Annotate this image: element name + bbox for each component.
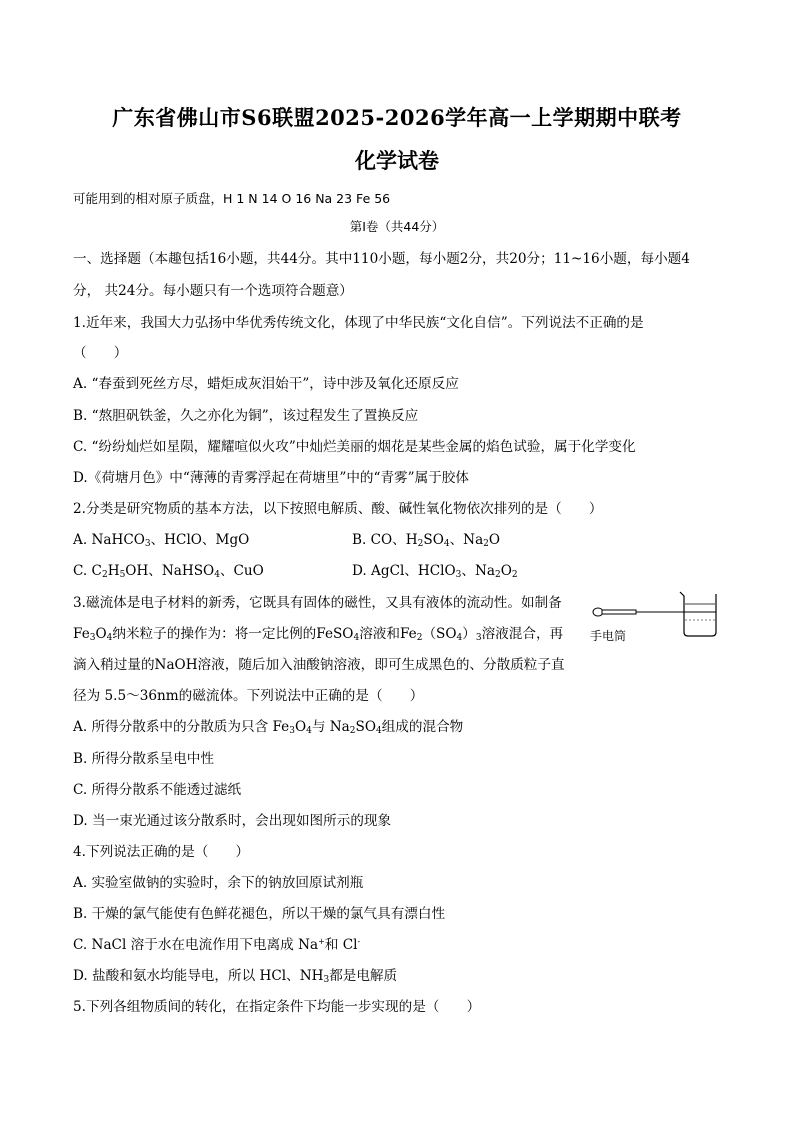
q3-stem-line-4: 径为 5.5～36nm的磁流体。下列说法中正确的是（ ） [73, 688, 424, 704]
instructions-line-1: 一、选择题（本趣包括16小题，共44分。其中110小题，每小题2分，共20分；11~16小题，每小题4 [73, 251, 690, 267]
q4-option-b: B. 干燥的氯气能使有色鲜花褪色，所以干燥的氯气具有漂白性 [73, 906, 446, 922]
q5-stem: 5.下列各组物质间的转化，在指定条件下均能一步实现的是（ ） [73, 999, 481, 1015]
q3-stem-line-3: 滴入稍过量的NaOH溶液，随后加入油酸钠溶液，即可生成黑色的、分散质粒子直 [73, 657, 565, 673]
q1-option-a: A. “春蚕到死丝方尽，蜡炬成灰泪始干”，诗中涉及氧化还原反应 [73, 376, 459, 392]
exam-subject: 化学试卷 [355, 148, 439, 173]
q3-option-d: D. 当一束光通过该分散系时，会出现如图所示的现象 [73, 813, 392, 829]
q2-stem: 2.分类是研究物质的基本方法，以下按照电解质、酸、碱性氧化物依次排列的是（ ） [73, 501, 603, 517]
q2-option-b: B. CO、$H_2SO_4$、$Na_2O$ [352, 532, 501, 549]
q2-options-row-1 [73, 531, 249, 549]
q3-stem-line-2: $Fe_3O_4$纳米粒子的操作为：将一定比例的FeSO$_4$溶液和$Fe_2(SO_4)_3$溶液混合，再 [73, 626, 564, 643]
exam-title: 广东省佛山市S6联盟2025-2026学年高一上学期期中联考 [112, 105, 682, 130]
q1-option-c: C. “纷纷灿烂如星陨，耀耀喧似火攻”中灿烂美丽的烟花是某些金属的焰色试验，属于化学变化 [73, 439, 636, 455]
instructions-line-2: 分， 共24分。每小题只有一个选项符合题意） [73, 283, 353, 299]
q1-answer-blank: （ ） [73, 345, 128, 361]
q4-stem: 4.下列说法正确的是（ ） [73, 844, 250, 860]
q3-option-c: C. 所得分散系不能透过滤纸 [73, 782, 242, 798]
q4-option-c: C. NaCl 溶于水在电流作用下电离成 Na+和 Cl- [73, 937, 361, 953]
q2-option-c: C. $C_2H_5OH$、NaHSO$_4$、CuO [73, 563, 264, 580]
flashlight-label: 手电筒 [590, 629, 627, 643]
q1-stem: 1.近年来，我国大力弘扬中华优秀传统文化，体现了中华民族“文化自信”。下列说法不正确的是 [73, 315, 644, 331]
section-title: 第Ⅰ卷（共44分） [349, 219, 445, 234]
q2-option-d: D. AgCl、HClO$_3$、$Na_2O_2$ [352, 563, 518, 580]
q3-option-b: B. 所得分散系呈电中性 [73, 751, 214, 767]
q4-option-d: D. 盐酸和氨水均能导电，所以 HCl、$NH_3$都是电解质 [73, 968, 398, 985]
atomic-masses: 可能用到的相对原子质盘，H 1 N 14 O 16 Na 23 Fe 56 [73, 191, 391, 206]
q2-option-a: A. NaHCO$_3$、HClO、MgO [73, 532, 250, 549]
q1-option-d: D.《荷塘月色》中“薄薄的青雾浮起在荷塘里”中的“青雾”属于胶体 [73, 470, 469, 486]
q3-stem-line-1: 3.磁流体是电子材料的新秀，它既具有固体的磁性，又具有液体的流动性。如制备 [73, 595, 562, 611]
flashlight-body-icon [602, 610, 636, 614]
q1-option-b: B. “熬胆矾铁釜，久之亦化为铜”，该过程发生了置换反应 [73, 408, 419, 424]
q3-option-a: A. 所得分散系中的分散质为只含 $Fe_3O_4$与 $Na_2SO_4$组成的混合物 [73, 719, 464, 736]
flashlight-beaker-illustration [588, 586, 728, 650]
flashlight-beaker-figure [588, 586, 728, 650]
beaker-icon [680, 592, 716, 636]
q4-option-a: A. 实验室做钠的实验时，余下的钠放回原试剂瓶 [73, 875, 364, 891]
